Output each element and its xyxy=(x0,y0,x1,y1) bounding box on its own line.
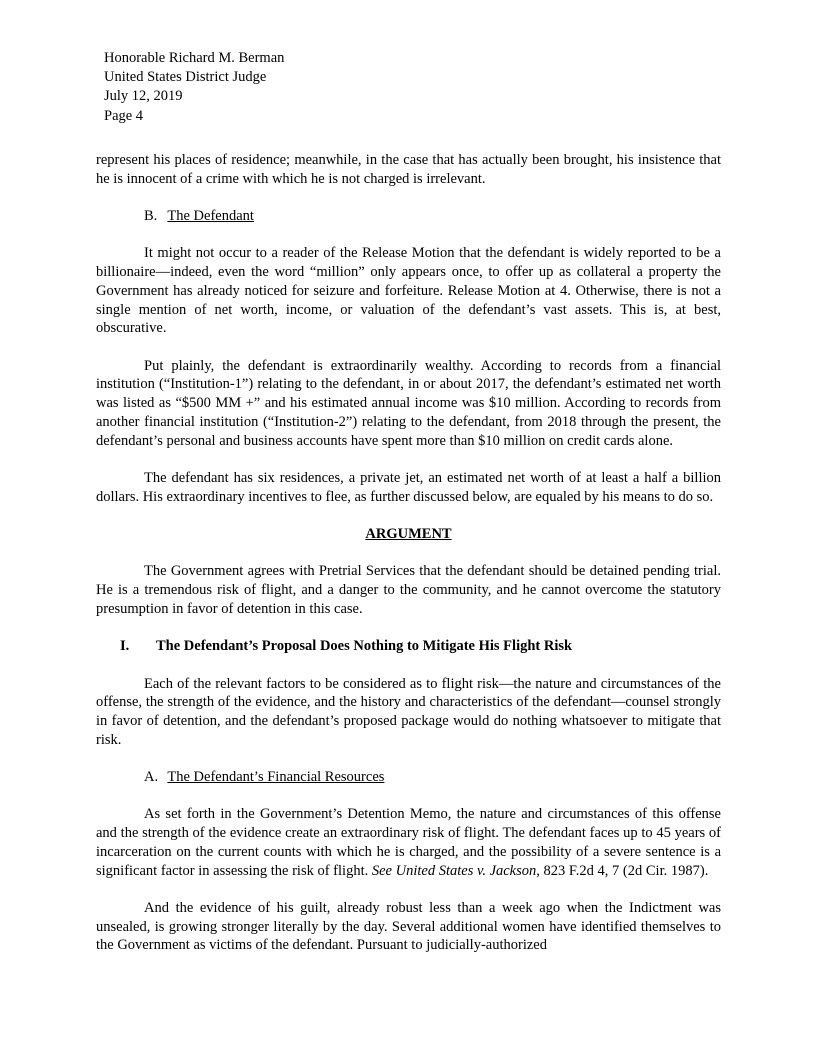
section-a-heading xyxy=(144,768,721,787)
addressee-title: United States District Judge xyxy=(104,69,267,86)
citation-reporter: , 823 F.2d 4, 7 (2d Cir. 1987). xyxy=(536,862,709,879)
paragraph-point-1: Each of the relevant factors to be considered as to flight risk—the nature and circumstances of the offense, the strength of the evidence, and the history and characteristics of the defendant—counsel strongly in favor of detention, and the defendant’s proposed package would do nothing whatsoever to mitigate that risk. xyxy=(96,675,721,748)
section-b-label: B. xyxy=(144,208,158,225)
letter-body xyxy=(96,151,721,974)
paragraph-continuation: represent his places of residence; meanwhile, in the case that has actually been brought, his insistence that he is innocent of a crime with which he is not charged is irrelevant. xyxy=(96,152,721,187)
point-1-number: I. xyxy=(120,638,130,655)
letter-date: July 12, 2019 xyxy=(104,88,183,105)
point-1-heading xyxy=(120,637,721,656)
page-number: Page 4 xyxy=(104,107,144,124)
paragraph-a1-text: As set forth in the Government’s Detention Memo, the nature and circumstances of this offense and the strength of the evidence create an extraordinary risk of flight. The defendant faces up to 45 years of incarceration on the current counts with which he is charged, and the possibility of a severe sentence is a significant factor in assessing the risk of flight. xyxy=(96,806,721,879)
section-b-title: The Defendant xyxy=(167,208,254,225)
letter-header xyxy=(104,49,284,126)
paragraph-a1 xyxy=(96,805,721,880)
paragraph-b1: It might not occur to a reader of the Release Motion that the defendant is widely reported to be a billionaire—indeed, even the word “million” only appears once, to offer up as collateral a property the Government has already noticed for seizure and forfeiture. Release Motion at 4. Otherwise, there is not a single mention of net worth, income, or valuation of the defendant’s vast assets. This is, at best, obscurative. xyxy=(96,245,721,337)
section-b-heading xyxy=(144,207,721,226)
point-1-title: The Defendant’s Proposal Does Nothing to Mitigate His Flight Risk xyxy=(156,638,573,655)
section-a-label: A. xyxy=(144,769,159,786)
addressee: Honorable Richard M. Berman xyxy=(104,50,285,66)
case-citation: See United States v. Jackson xyxy=(371,862,537,879)
argument-heading: ARGUMENT xyxy=(365,525,452,542)
paragraph-a2: And the evidence of his guilt, already robust less than a week ago when the Indictment was unsealed, is growing stronger literally by the day. Several additional women have identified themselves to the Government as victims of the defendant. Pursuant to judicially-authorized xyxy=(96,899,721,954)
paragraph-argument: The Government agrees with Pretrial Services that the defendant should be detained pending trial. He is a tremendous risk of flight, and a danger to the community, and he cannot overcome the statutory presumption in favor of detention in this case. xyxy=(96,563,721,617)
section-a-title: The Defendant’s Financial Resources xyxy=(167,769,385,786)
paragraph-b2: Put plainly, the defendant is extraordinarily wealthy. According to records from a financial institution (“Institution-1”) relating to the defendant, in or about 2017, the defendant’s estimated net worth was listed as “$500 MM +” and his estimated annual income was $10 million. According to records from another financial institution (“Institution-2”) relating to the defendant, from 2018 through the present, the defendant’s personal and business accounts have spent more than $10 million on credit cards alone. xyxy=(96,357,721,449)
paragraph-b3: The defendant has six residences, a private jet, an estimated net worth of at least a half a billion dollars. His extraordinary incentives to flee, as further discussed below, are equaled by his means to do so. xyxy=(96,469,721,505)
